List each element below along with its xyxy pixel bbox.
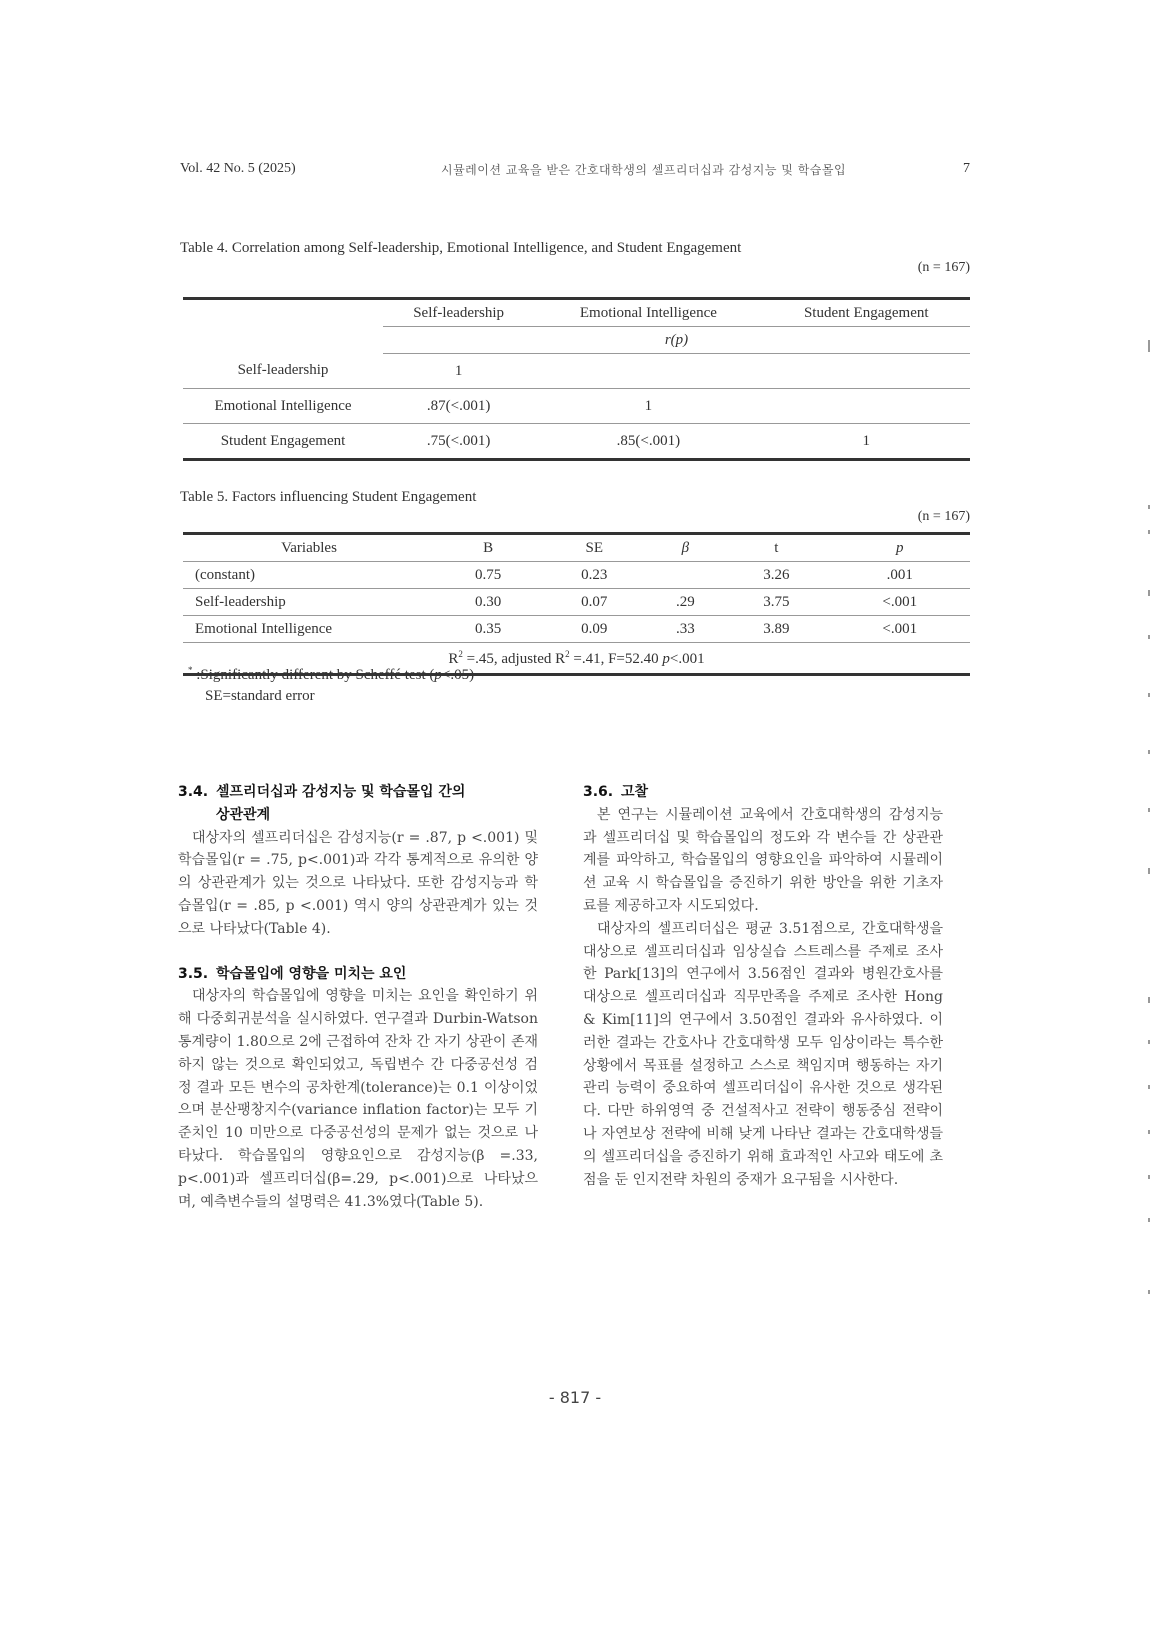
table-cell [763,354,970,389]
table4-col-header: Self-leadership [383,299,534,327]
row-label: Student Engagement [220,432,346,449]
table5-header-row [183,534,970,562]
table-cell: 1 [534,389,762,424]
table-row [183,562,970,589]
table4-subheader-row [183,327,970,354]
table5-col-header: β [647,534,723,562]
row-label: Self-leadership [183,354,383,389]
table-cell: 0.75 [435,562,541,589]
table5-col-header: B [435,534,541,562]
table-cell: 1 [383,354,534,389]
table5-col-header: SE [541,534,647,562]
table-cell: 0.30 [435,589,541,616]
regression-table [183,532,970,676]
table-row [183,389,970,424]
table-footnote-scheffe: * :Significantly different by Scheffé test (p<.05) [188,665,475,683]
variable-name: Self-leadership [183,589,435,616]
table-cell: <.001 [829,616,970,643]
table-row [183,589,970,616]
table5-col-header: p [829,534,970,562]
table4-col-header: Student Engagement [763,299,970,327]
table-cell: .85(<.001) [616,432,681,449]
table4-header-row [183,299,970,327]
section-heading-3-6: 3.6. 고찰 [583,784,649,800]
table4-caption: Table 4. Correlation among Self-leadership, Emotional Intelligence, and Student Engagement [180,240,742,256]
table-cell: 0.35 [435,616,541,643]
section-heading-3-5: 3.5. 학습몰입에 영향을 미치는 요인 [178,965,407,982]
body-column-left [178,781,538,1213]
model-summary: $R^2 =.45$, adjusted $R^2 =.41$, F=52.40 p<.001 [448,648,705,667]
running-title: 시뮬레이션 교육을 받은 간호대학생의 셀프리더십과 감성지능 및 학습몰입 [441,163,847,177]
row-label: Emotional Intelligence [183,389,383,424]
section-3-4-body: 대상자의 셀프리더십은 감성지능(r = .87, p <.001) 및 학습몰입(r = .75, p<.001)과 각각 통계적으로 유의한 양의 상관관계가 있는 것으로 나타났다. 또한 감성지능과 학습몰입(r = .85, p <.001) 역시 양의 상관관계가 있는 것으로 나타났다(Table 4). [178,829,538,937]
table-cell [534,354,762,389]
body-column-right [583,781,943,1191]
table5-col-header: Variables [183,534,435,562]
section-3-6-paragraph-1: 본 연구는 시뮬레이션 교육에서 간호대학생의 감성지능과 셀프리더십 및 학습몰입의 정도와 각 변수들 간 상관관계를 파악하고, 학습몰입의 영향요인을 파악하여 시뮬레이션 교육 시 학습몰입을 증진하기 위한 방안을 위한 기초자료를 제공하고자 시도되었다. [583,806,943,914]
journal-volume: Vol. 42 No. 5 (2025) [180,161,296,176]
table-row [183,616,970,643]
table-cell: 3.26 [723,562,829,589]
section-3-5-body: 대상자의 학습몰입에 영향을 미치는 요인을 확인하기 위해 다중회귀분석을 실시하였다. 연구결과 Durbin-Watson 통계량이 1.80으로 2에 근접하여 잔차 간 자기 상관이 존재하지 않는 것으로 확인되었고, 독립변수 간 다중공선성 검정 결과 모든 변수의 공차한계(tolerance)는 0.1 이상이었으며 분산팽창지수(variance inflation factor)는 모두 기준치인 10 미만으로 다중공선성의 문제가 없는 것으로 나타났다. 학습몰입의 영향요인으로 감성지능(β =.33, p<.001)과 셀프리더십(β=.29, p<.001)으로 나타났으며, 예측변수들의 설명력은 41.3%였다(Table 5). [178,988,538,1210]
table-cell: <.001 [829,589,970,616]
page-footer-number: - 817 - [548,1388,602,1407]
table-cell: .75(<.001) [426,432,491,449]
table-cell [763,389,970,424]
variable-name: (constant) [183,562,435,589]
section-heading-3-4: 3.4. 셀프리더십과 감성지능 및 학습몰입 간의 상관관계 [178,784,466,823]
table5-caption: Table 5. Factors influencing Student Engagement [180,489,477,505]
table-cell: 3.89 [723,616,829,643]
table4-subheader: r(p) [383,327,970,354]
table4-n-note: (n = 167) [917,260,970,275]
table-cell: 0.23 [541,562,647,589]
table-cell: 0.09 [541,616,647,643]
table-cell: 0.07 [541,589,647,616]
table-cell: 3.75 [723,589,829,616]
table5-n-note: (n = 167) [917,509,970,524]
table-cell: .001 [829,562,970,589]
table-cell [647,562,723,589]
table-cell: .33 [647,616,723,643]
table-footnote-se: SE=standard error [205,688,315,704]
variable-name: Emotional Intelligence [183,616,435,643]
table4-col-header: Emotional Intelligence [534,299,762,327]
section-3-6-paragraph-2: 대상자의 셀프리더십은 평균 3.51점으로, 간호대학생을 대상으로 셀프리더십과 임상실습 스트레스를 주제로 조사한 Park[13]의 연구에서 3.56점인 결과와 병원간호사를 대상으로 셀프리더십과 직무만족을 주제로 조사한 Hong & Kim[11]의 연구에서 3.50점인 결과와 유사하였다. 이러한 결과는 간호사나 간호대학생 모두 임상이라는 특수한 상황에서 목표를 설정하고 스스로 책임지며 행동하는 자기관리 능력이 중요하여 셀프리더십이 유사한 것으로 생각된다. 다만 하위영역 중 건설적사고 전략이 행동중심 전략이나 자연보상 전략에 비해 낮게 나타난 결과는 간호대학생들의 셀프리더십을 증진하기 위해 효과적인 사고와 태도에 초점을 둔 인지전략 차원의 중재가 요구됨을 시사한다. [583,920,943,1188]
correlation-table [183,297,970,461]
table-cell: .29 [647,589,723,616]
table-cell: 1 [862,432,870,449]
table-cell: .87(<.001) [383,389,534,424]
table-row [183,354,970,389]
table-row [183,424,970,460]
header-page-number: 7 [963,161,970,176]
table5-col-header: t [723,534,829,562]
